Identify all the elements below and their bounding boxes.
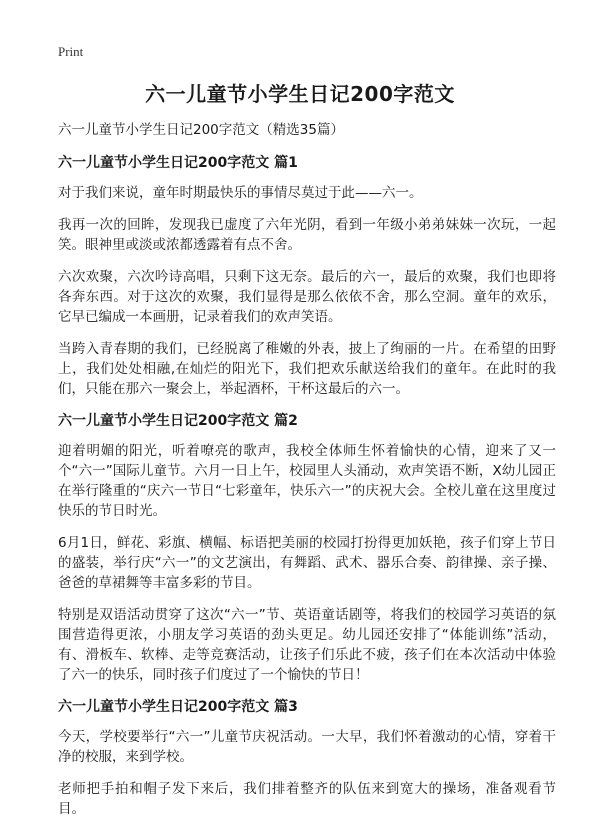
document-subtitle: 六一儿童节小学生日记200字范文（精选35篇） [58, 122, 344, 138]
paragraph: 今天，学校要举行“六一”儿童节庆祝活动。一大早，我们怀着激动的心情，穿着干净的校服，来到学校。 [58, 729, 556, 765]
paragraph: 对于我们来说，童年时期最快乐的事情尽莫过于此——六一。 [58, 185, 423, 201]
section-1 [58, 153, 556, 399]
section-3 [58, 697, 556, 819]
document-title: 六一儿童节小学生日记200字范文 [145, 82, 455, 106]
section-heading: 六一儿童节小学生日记200字范文 篇3 [58, 699, 298, 715]
document-body [58, 120, 556, 831]
paragraph: 老师把手拍和帽子发下来后，我们排着整齐的队伍来到宽大的操场，准备观看节目。 [58, 781, 556, 817]
paragraph: 6月1日，鲜花、彩旗、横幅、标语把美丽的校园打扮得更加妖艳，孩子们穿上节日的盛装，举行庆“六一”的文艺演出，有舞蹈、武术、器乐合奏、韵律操、亲子操、爸爸的草裙舞等丰富多彩的节目。 [58, 535, 556, 591]
print-link[interactable]: Print [58, 44, 84, 59]
section-2 [58, 411, 556, 685]
paragraph: 六次欢聚，六次吟诗高唱，只剩下这无奈。最后的六一，最后的欢聚，我们也即将各奔东西。对于这次的欢聚，我们显得是那么依依不舍，那么空洞。童年的欢乐，它早已编成一本画册，记录着我们的欢声笑语。 [58, 269, 556, 325]
section-heading: 六一儿童节小学生日记200字范文 篇1 [58, 155, 298, 171]
paragraph: 我再一次的回眸，发现我已虚度了六年光阴，看到一年级小弟弟妹妹一次玩，一起笑。眼神里或淡或浓都透露着有点不舍。 [58, 217, 556, 253]
paragraph: 当跨入青春期的我们，已经脱离了稚嫩的外表，披上了绚丽的一片。在希望的田野上，我们处处相融,在灿烂的阳光下，我们把欢乐献送给我们的童年。在此时的我们，只能在那六一聚会上，举起酒杯，干杯这最后的六一。 [58, 341, 556, 397]
section-heading: 六一儿童节小学生日记200字范文 篇2 [58, 413, 298, 429]
paragraph: 迎着明媚的阳光，听着嘹亮的歌声，我校全体师生怀着愉快的心情，迎来了又一个“六一”国际儿童节。六月一日上午，校园里人头涌动，欢声笑语不断，X幼儿园正在举行隆重的“庆六一节日“七彩童年，快乐六一”的庆祝大会。全校儿童在这里度过快乐的节日时光。 [58, 443, 556, 519]
paragraph: 特别是双语活动贯穿了这次“六一”节、英语童话剧等，将我们的校园学习英语的氛围营造得更浓，小朋友学习英语的劲头更足。幼儿园还安排了“体能训练”活动，有、滑板车、软棒、走等竞赛活动，让孩子们乐此不疲，孩子们在本次活动中体验了六一的快乐，同时孩子们度过了一个愉快的节日！ [58, 607, 556, 683]
